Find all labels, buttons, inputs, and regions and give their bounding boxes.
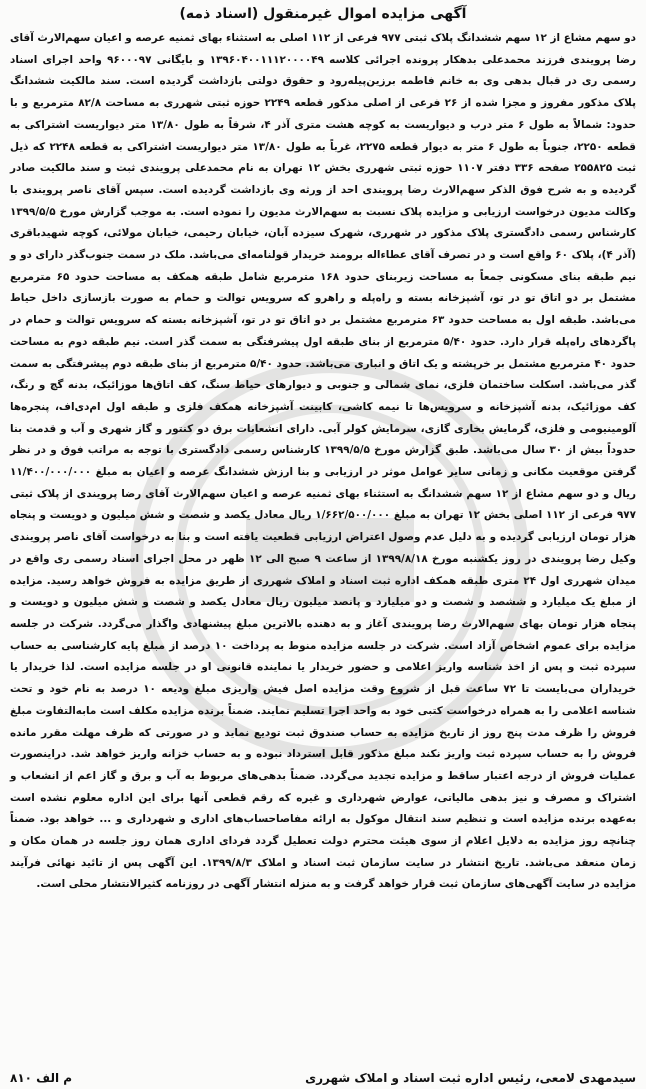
notice-title: آگهی مزایده اموال غیرمنقول (اسناد ذمه): [179, 6, 467, 22]
notice-paragraph: دو سهم مشاع از ۱۲ سهم ششدانگ پلاک ثبتی ۹۷۷ فرعی از ۱۱۲ اصلی به استثناء بهای ثمنیه عرصه و اعیان سهم‌الارث آقای رضا پرویندی فرزند محمدعلی بدهکار پرونده اجرائی کلاسه ۱۳۹۶۰۴۰۰۱۱۱۲۰۰۰۰۴۹ و بایگانی ۹۶۰۰۰۹۷ واحد اجرای اسناد رسمی ری در قبال بدهی وی به خانم فاطمه برزین‌پیله‌رود و حقوق دولتی بازداشت گردیده است. سند مالکیت ششدانگ پلاک مذکور مفروز و مجزا شده از ۲۶ فرعی از اصلی مذکور قطعه ۲۲۴۹ حوزه ثبتی شهرری به مساحت ۸۲/۸ مترمربع و با حدود: شمالاً به طول ۶ متر درب و دیواریست به کوچه هشت متری آذر ۴، شرقاً به طول ۱۳/۸۰ متر دیواریست اشتراکی به قطعه ۲۲۵۰، جنوباً به طول ۶ متر به دیوار قطعه ۲۲۷۵، غرباً به طول ۱۳/۸۰ متر دیواریست اشتراکی به قطعه ۲۲۴۸ که ذیل ثبت ۲۵۵۸۲۵ صفحه ۳۳۶ دفتر ۱۱۰۷ حوزه ثبتی شهرری بخش ۱۲ تهران به نام محمدعلی پرویندی ثبت و سند مالکیت صادر گردیده و به شرح فوق الذکر سهم‌الارث رضا پرویندی احد از ورثه وی بازداشت گردیده است. سپس آقای ناصر پرویندی با وکالت مدیون درخواست ارزیابی و مزایده پلاک نسبت به سهم‌الارث مدیون را نموده است. به موجب گزارش مورخ ۱۳۹۹/۵/۵ کارشناس رسمی دادگستری پلاک مذکور در شهرری، شهرک سیزده آبان، خیابان رحیمی، خیابان مولائی، کوچه شهیدباقری (آذر ۴)، پلاک ۶۰ واقع است و در تصرف آقای عطاءاله برومند خریدار قولنامه‌ای می‌باشد. ملک در سمت جنوب‌گذر دارای دو و نیم طبقه بنای مسکونی جمعاً به مساحت زیربنای حدود ۱۶۸ مترمربع شامل طبقه همکف به مساحت حدود ۶۵ مترمربع مشتمل بر دو اتاق تو در تو، آشپزخانه بسته و راه‌پله و راهرو که سرویس توالت و حمام به صورت بازسازی داخل حیاط می‌باشد. طبقه اول به مساحت حدود ۶۳ مترمربع مشتمل بر دو اتاق تو در تو، آشپزخانه بسته که سرویس توالت و حمام در پاگرد‌های راه‌پله قرار دارد. حدود ۵/۴۰ مترمربع از بنای طبقه اول پیشرفتگی به سمت گذر است. نیم طبقه دوم به مساحت حدود ۴۰ مترمربع مشتمل بر خرپشته و یک اتاق و انباری می‌باشد. حدود ۵/۴۰ مترمربع از بنای طبقه دوم پیشرفتگی به سمت گذر می‌باشد. اسکلت ساختمان فلزی، نمای شمالی و جنوبی و دیوارهای حیاط سنگ، کف اتاق‌ها موزائیک، بدنه گچ و رنگ، کف موزائیک، بدنه آشپزخانه و سرویس‌ها تا نیمه کاشی، کابینت آشپزخانه همکف فلزی و طبقه اول ام‌دی‌اف، پنجره‌ها آلومینیومی و فلزی، گرمایش بخاری گازی، سرمایش کولر آبی. دارای انشعابات برق دو کنتور و گاز شهری و آب و قدمت بنا حدوداً بیش از ۳۰ سال می‌باشد. طبق گزارش مورخ ۱۳۹۹/۵/۵ کارشناس رسمی دادگستری با توجه به مراتب فوق و در نظر گرفتن موقعیت مکانی و زمانی سایر عوامل موثر در ارزیابی و بنا ارزش ششدانگ عرصه و اعیان به مبلغ ۱۱/۴۰۰/۰۰۰/۰۰۰ ریال و دو سهم مشاع از ۱۲ سهم ششدانگ به استثناء بهای ثمنیه عرصه و اعیان سهم‌الارث آقای رضا پرویندی از پلاک ثبتی ۹۷۷ فرعی از ۱۱۲ اصلی بخش ۱۲ تهران به مبلغ ۱/۶۶۲/۵۰۰/۰۰۰ ریال معادل یکصد و شصت و شش میلیون و دویست و پنجاه هزار تومان ارزیابی گردیده و به دلیل عدم وصول اعتراض ارزیابی قطعیت یافته است و بنا به درخواست آقای ناصر پرویندی وکیل رضا پرویندی در روز یکشنبه مورخ ۱۳۹۹/۸/۱۸ از ساعت ۹ صبح الی ۱۲ ظهر در محل اجرای اسناد رسمی ری واقع در میدان شهرری اول ۲۴ متری طبقه همکف اداره ثبت اسناد و املاک شهرری از طریق مزایده به فروش خواهد رسید. مزایده از مبلغ یک میلیارد و ششصد و شصت و دو میلیارد و پانصد میلیون ریال معادل یکصد و شصت و شش میلیون و دویست و پنجاه هزار تومان بهای سهم‌الارث رضا پرویندی آغاز و به دهنده بالاترین مبلغ پیشنهادی واگذار می‌گردد. شرکت در جلسه مزایده برای عموم اشخاص آزاد است. شرکت در جلسه مزایده منوط به پرداخت ۱۰ درصد از مبلغ پایه کارشناسی به حساب سپرده ثبت و پس از اخذ شناسه واریز اعلامی و حضور خریدار یا نماینده قانونی او در جلسه مزایده است. لذا خریدار یا خریداران می‌بایست تا ۷۲ ساعت قبل از شروع وقت مزایده اصل فیش واریزی مبلغ ودیعه ۱۰ درصد به نام خود و تحت شناسه اعلامی را به همراه درخواست کتبی خود به واحد اجرا تسلیم نمایند. ضمناً برنده مزایده مکلف است مابه‌التفاوت مبلغ فروش را ظرف مدت پنج روز از تاریخ مزایده به حساب صندوق ثبت تودیع نماید و در صورتی که ظرف مهلت مقرر مانده فروش را به حساب سپرده ثبت واریز نکند مبلغ مذکور قابل استرداد نبوده و به حساب خزانه واریز خواهد شد. دراینصورت عملیات فروش از درجه اعتبار ساقط و مزایده تجدید می‌گردد. ضمناً بدهی‌های مربوط به آب و برق و گاز اعم از انشعاب و اشتراک و مصرف و نیز بدهی مالیاتی، عوارض شهرداری و غیره که رقم قطعی آنها برای این اداره معلوم نشده است به‌عهده برنده مزایده است و تنظیم سند انتقال موکول به ارائه مفاصاحساب‌های اداری و شهرداری و ... خواهد بود. ضمناً چنانچه روز مزایده به دلایل اعلام از سوی هیئت محترم دولت تعطیل گردد فردای اداری همان روز جلسه در همان مکان و زمان منعقد می‌باشد. تاریخ انتشار در سایت سازمان ثبت اسناد و املاک ۱۳۹۹/۸/۳. این آگهی پس از تائید نهائی فرآیند مزایده در سایت آگهی‌های سازمان ثبت قرار خواهد گرفت و به منزله انتشار آگهی در روزنامه کثیرالانتشار محلی است.: [10, 32, 637, 891]
notice-code: م الف ۸۱۰: [10, 1071, 73, 1085]
notice-signature: سیدمهدی لامعی، رئیس اداره ثبت اسناد و املاک شهرری: [305, 1071, 636, 1085]
notice-footer: [10, 1071, 636, 1085]
notice-body: [10, 28, 636, 896]
